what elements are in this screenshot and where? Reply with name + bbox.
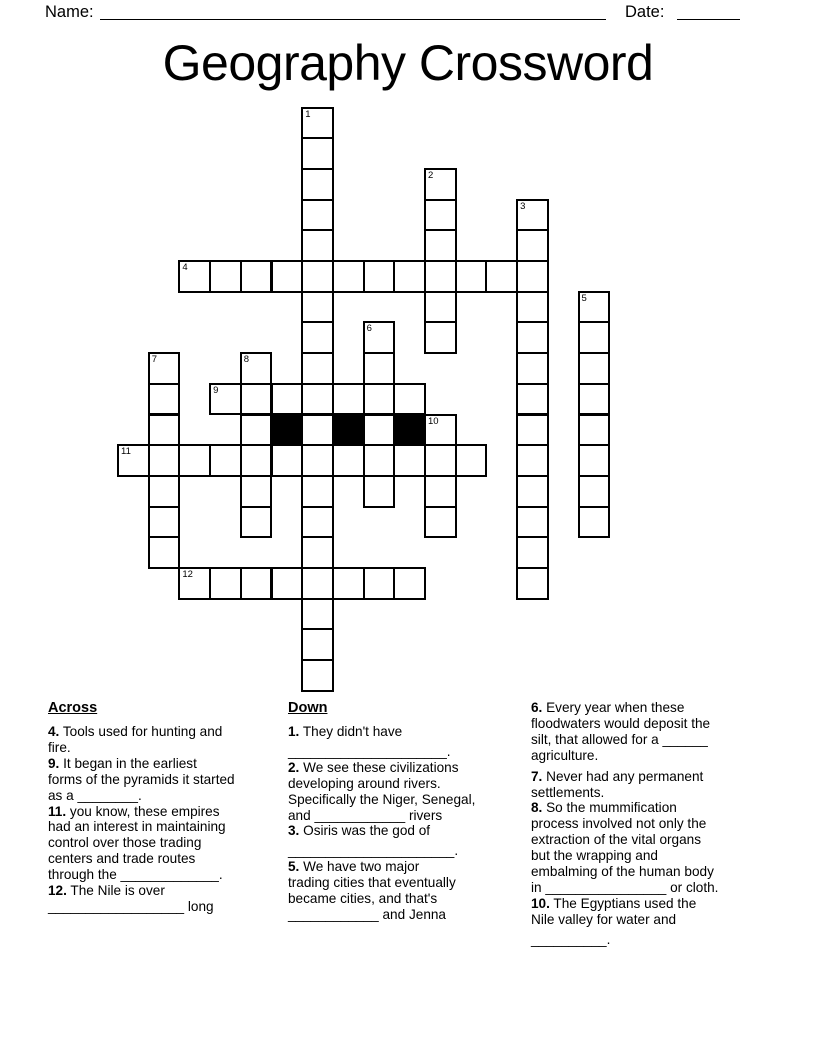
clue-line: ______________________. (288, 843, 459, 859)
grid-cell[interactable] (301, 506, 334, 539)
clue-11 (48, 804, 294, 884)
clue-line: and ____________ rivers (288, 807, 443, 823)
grid-cell[interactable] (240, 383, 273, 416)
grid-cell[interactable] (516, 475, 549, 508)
clue-number: 6. (531, 700, 543, 715)
clue-6 (531, 700, 777, 764)
grid-cell[interactable] (240, 352, 273, 385)
clue-number: 4. (48, 724, 60, 739)
clue-line: had an interest in maintaining (48, 819, 226, 835)
grid-cell[interactable] (301, 107, 334, 140)
grid-cell[interactable] (301, 383, 334, 416)
clue-line: Specifically the Niger, Senegal, (288, 791, 476, 807)
grid-cell[interactable] (424, 229, 457, 262)
grid-cell[interactable] (578, 383, 611, 416)
grid-cell[interactable] (271, 383, 304, 416)
clue-line: 8. So the mummification (531, 800, 677, 816)
grid-cell[interactable] (424, 414, 457, 447)
grid-cell[interactable] (424, 260, 457, 293)
black-cell (393, 414, 426, 447)
clue-line: centers and trade routes (48, 851, 196, 867)
clue-line: developing around rivers. (288, 775, 441, 791)
grid-cell[interactable] (424, 321, 457, 354)
grid-cell[interactable] (240, 475, 273, 508)
grid-cell[interactable] (516, 199, 549, 232)
grid-cell[interactable] (393, 444, 426, 477)
clue-line: embalming of the human body (531, 864, 714, 880)
grid-cell[interactable] (301, 168, 334, 201)
clue-number: 2. (288, 759, 300, 775)
name-blank-line[interactable] (100, 1, 606, 20)
grid-cell[interactable] (424, 168, 457, 201)
cell-number: 6 (366, 323, 372, 335)
clue-number: 9. (48, 755, 60, 771)
grid-cell[interactable] (301, 291, 334, 324)
clue-line: ____________ and Jenna (288, 906, 446, 922)
clue-7 (531, 769, 777, 801)
clue-number: 5. (288, 859, 300, 875)
clue-line: 4. Tools used for hunting and (48, 724, 223, 739)
grid-cell[interactable] (271, 567, 304, 600)
grid-cell[interactable] (240, 506, 273, 539)
grid-cell[interactable] (301, 444, 334, 477)
grid-cell[interactable] (393, 383, 426, 416)
clue-line: _____________________. (288, 743, 451, 759)
clue-12 (48, 883, 294, 915)
clue-line: 5. We have two major (288, 859, 420, 875)
grid-cell[interactable] (301, 475, 334, 508)
cell-number: 2 (428, 169, 434, 181)
clue-line: control over those trading (48, 835, 202, 851)
clue-line: 6. Every year when these (531, 700, 685, 715)
grid-cell[interactable] (578, 352, 611, 385)
grid-cell[interactable] (455, 260, 488, 293)
grid-cell[interactable] (148, 536, 181, 569)
date-label: Date: (625, 3, 665, 21)
cell-number: 12 (182, 569, 193, 580)
grid-cell[interactable] (363, 475, 396, 508)
grid-cell[interactable] (424, 291, 457, 324)
clue-number: 1. (288, 724, 300, 739)
clue-line: floodwaters would deposit the (531, 715, 711, 731)
clue-line: became cities, and that's (288, 891, 438, 907)
grid-cell[interactable] (516, 229, 549, 262)
across-header: Across (48, 700, 98, 716)
date-blank-line[interactable] (677, 1, 740, 20)
clue-9 (48, 756, 294, 804)
grid-cell[interactable] (209, 260, 242, 293)
clue-line: forms of the pyramids it started (48, 771, 235, 787)
grid-cell[interactable] (301, 199, 334, 232)
grid-cell[interactable] (178, 567, 211, 600)
clue-line: 1. They didn't have (288, 724, 403, 739)
grid-cell[interactable] (363, 567, 396, 600)
cell-number: 7 (151, 354, 157, 366)
clue-line: 12. The Nile is over (48, 883, 165, 899)
cell-number: 4 (182, 262, 188, 273)
grid-cell[interactable] (363, 444, 396, 477)
clue-number: 3. (288, 823, 300, 839)
grid-cell[interactable] (117, 444, 150, 477)
grid-cell[interactable] (148, 475, 181, 508)
grid-cell[interactable] (301, 628, 334, 661)
grid-cell[interactable] (240, 567, 273, 600)
grid-cell[interactable] (301, 567, 334, 600)
grid-cell[interactable] (301, 229, 334, 262)
grid-cell[interactable] (424, 475, 457, 508)
name-label: Name: (45, 3, 94, 21)
clue-line: trading cities that eventually (288, 875, 456, 891)
down-clues-continued-column (531, 700, 777, 948)
grid-cell[interactable] (363, 321, 396, 354)
grid-cell[interactable] (301, 352, 334, 385)
cell-number: 11 (121, 446, 131, 458)
clue-number: 12. (48, 883, 67, 899)
grid-cell[interactable] (301, 659, 334, 692)
clue-line: 9. It began in the earliest (48, 755, 197, 771)
clue-line: __________. (531, 931, 611, 947)
grid-cell[interactable] (516, 444, 549, 477)
grid-cell[interactable] (424, 444, 457, 477)
grid-cell[interactable] (301, 598, 334, 631)
grid-cell[interactable] (455, 444, 488, 477)
grid-cell[interactable] (301, 321, 334, 354)
grid-cell[interactable] (301, 414, 334, 447)
grid-cell[interactable] (240, 260, 273, 293)
clue-line: process involved not only the (531, 816, 707, 832)
grid-cell[interactable] (578, 321, 611, 354)
clue-1 (288, 724, 534, 760)
grid-cell[interactable] (301, 137, 334, 170)
grid-cell[interactable] (516, 506, 549, 539)
grid-cell[interactable] (424, 506, 457, 539)
down-clue-list (288, 724, 534, 923)
grid-cell[interactable] (516, 536, 549, 569)
clue-5 (288, 859, 534, 923)
black-cell (332, 414, 365, 447)
grid-cell[interactable] (578, 291, 611, 324)
clue-line: through the _____________. (48, 867, 223, 883)
grid-cell[interactable] (148, 506, 181, 539)
grid-cell[interactable] (209, 383, 242, 416)
grid-cell[interactable] (301, 260, 334, 293)
clue-line: 7. Never had any permanent (531, 768, 704, 784)
cell-number: 3 (520, 200, 526, 212)
grid-cell[interactable] (578, 475, 611, 508)
grid-cell[interactable] (393, 567, 426, 600)
grid-cell[interactable] (516, 321, 549, 354)
grid-cell[interactable] (178, 444, 211, 477)
grid-cell[interactable] (332, 383, 365, 416)
grid-cell[interactable] (424, 199, 457, 232)
cell-number: 8 (243, 354, 250, 366)
clue-number: 10. (531, 895, 550, 911)
grid-cell[interactable] (209, 567, 242, 600)
clue-8 (531, 800, 777, 895)
clue-line: extraction of the vital organs (531, 832, 702, 848)
grid-cell[interactable] (516, 414, 549, 447)
black-cell (271, 414, 304, 447)
cell-number: 9 (213, 384, 219, 396)
grid-cell[interactable] (240, 414, 273, 447)
clue-line: __________________ long (48, 898, 214, 914)
clue-line: settlements. (531, 784, 605, 800)
clue-2 (288, 760, 534, 824)
clue-10 (531, 896, 777, 948)
clue-line: 10. The Egyptians used the (531, 895, 697, 911)
down-clues-column (288, 700, 534, 923)
clue-3 (288, 823, 534, 859)
grid-cell[interactable] (578, 506, 611, 539)
clue-number: 7. (531, 768, 543, 784)
grid-cell[interactable] (301, 536, 334, 569)
grid-cell[interactable] (516, 291, 549, 324)
clue-line: 2. We see these civilizations (288, 759, 459, 775)
grid-cell[interactable] (271, 260, 304, 293)
grid-cell[interactable] (363, 352, 396, 385)
clue-number: 11. (48, 803, 67, 819)
grid-cell[interactable] (363, 414, 396, 447)
cell-number: 5 (581, 292, 587, 304)
clue-line: as a ________. (48, 787, 142, 803)
grid-cell[interactable] (209, 444, 242, 477)
clue-line: silt, that allowed for a ______ (531, 731, 708, 747)
clue-4 (48, 724, 294, 756)
grid-cell[interactable] (332, 567, 365, 600)
clue-line: 3. Osiris was the god of (288, 823, 431, 839)
clue-line: but the wrapping and (531, 848, 658, 864)
grid-cell[interactable] (485, 260, 518, 293)
clue-line: agriculture. (531, 747, 599, 763)
cell-number: 10 (428, 415, 439, 427)
grid-cell[interactable] (332, 444, 365, 477)
down-header: Down (288, 700, 328, 716)
clue-number: 8. (531, 800, 543, 816)
grid-cell[interactable] (516, 383, 549, 416)
grid-cell[interactable] (516, 260, 549, 293)
grid-cell[interactable] (148, 414, 181, 447)
across-clues-column (48, 700, 294, 915)
grid-cell[interactable] (393, 260, 426, 293)
grid-cell[interactable] (271, 444, 304, 477)
clue-line: in ________________ or cloth. (531, 879, 719, 895)
clue-line: 11. you know, these empires (48, 803, 220, 819)
page-title: Geography Crossword (162, 35, 654, 91)
grid-cell[interactable] (240, 444, 273, 477)
grid-cell[interactable] (516, 567, 549, 600)
across-clue-list (48, 724, 294, 915)
grid-cell[interactable] (148, 383, 181, 416)
grid-cell[interactable] (578, 444, 611, 477)
grid-cell[interactable] (332, 260, 365, 293)
grid-cell[interactable] (178, 260, 211, 293)
grid-cell[interactable] (516, 352, 549, 385)
down-continued-clue-list (531, 700, 777, 948)
grid-cell[interactable] (148, 444, 181, 477)
grid-cell[interactable] (363, 260, 396, 293)
grid-cell[interactable] (363, 383, 396, 416)
grid-cell[interactable] (578, 414, 611, 447)
grid-cell[interactable] (148, 352, 181, 385)
clue-line: Nile valley for water and (531, 911, 677, 927)
clue-line: fire. (48, 739, 71, 755)
cell-number: 1 (305, 108, 311, 120)
